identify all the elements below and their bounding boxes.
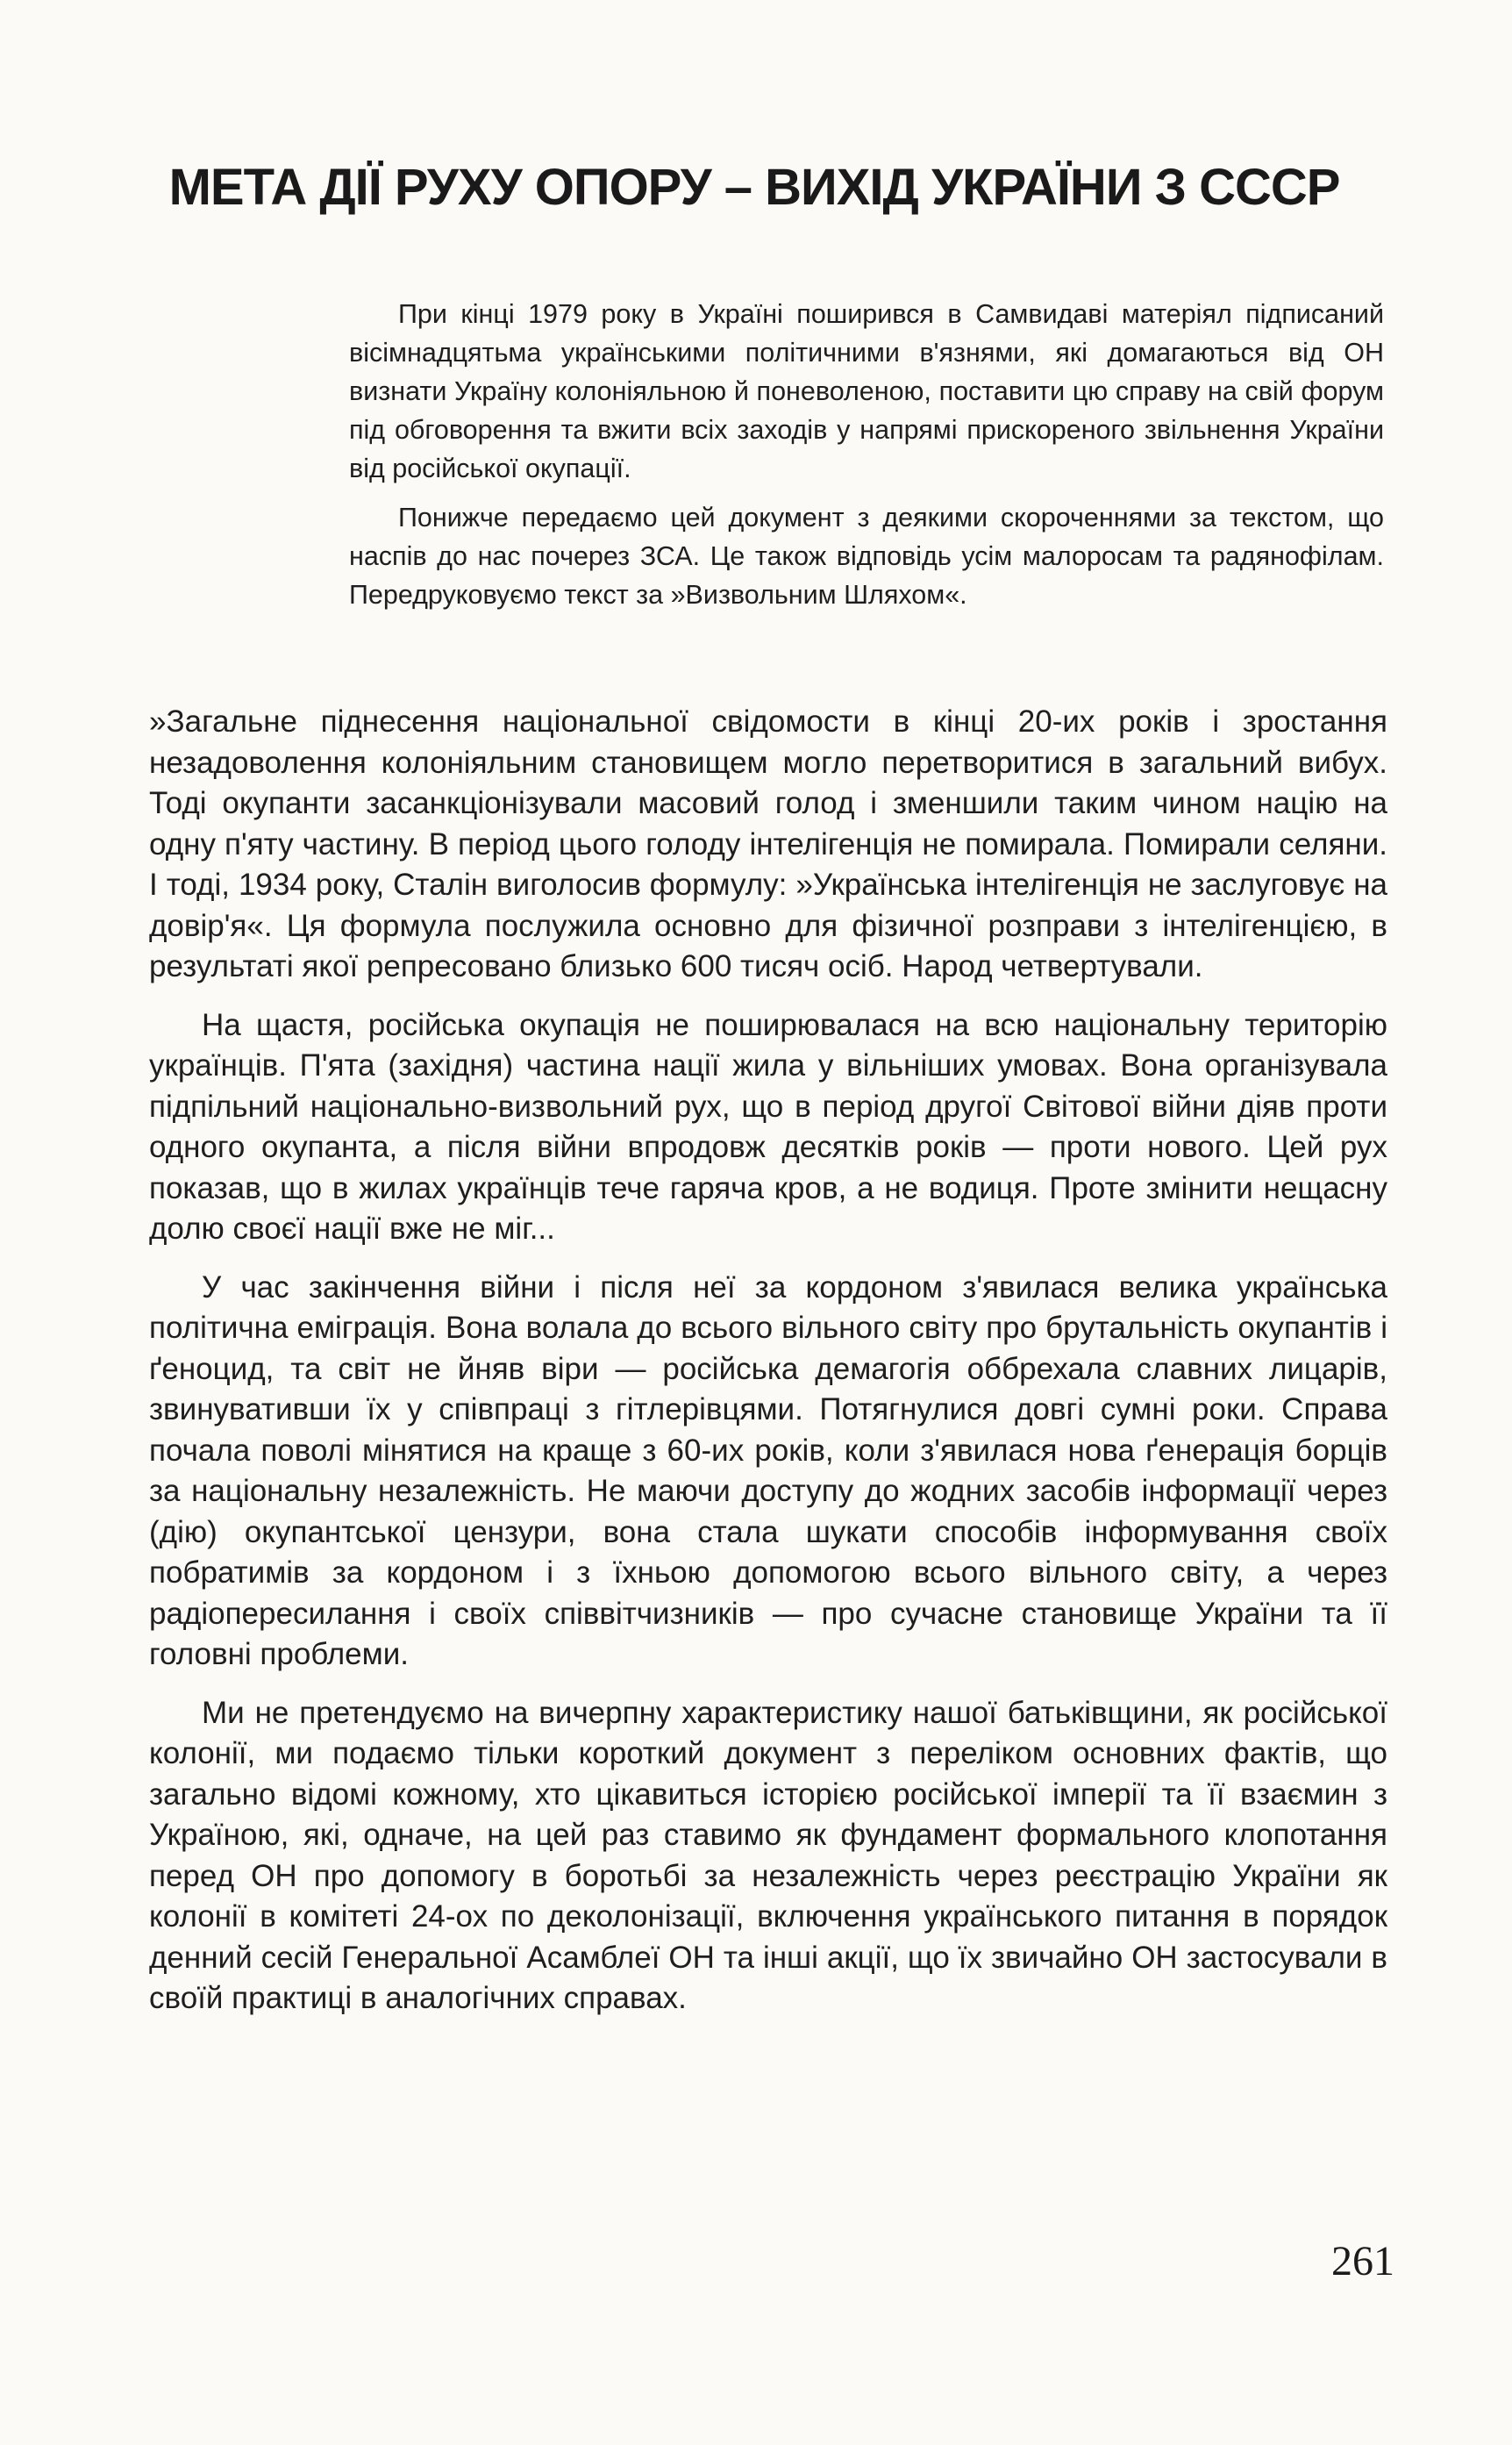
body-paragraph: У час закінчення війни і після неї за кордоном з'явилася велика українська політична еміграція. Вона волала до всього вільного світу про брутальність окупантів і ґеноцид, та світ не йняв віри — російська демагогія оббрехала славних лицарів, звинувативши їх у співпраці з гітлерівцями. Потягнулися довгі сумні роки. Справа почала поволі мінятися на краще з 60-их років, коли з'явилася нова ґенерація борців за національну незалежність. Не маючи доступу до жодних засобів інформації через (дію) окупантської цензури, вона стала шукати способів інформування своїх побратимів за кордоном і з їхньою допомогою всього вільного світу, а через радіопересилання і своїх співвітчизників — про сучасне становище України та її головні проблеми. [149,1269,1387,1671]
body-paragraph: Ми не претендуємо на вичерпну характеристику нашої батьківщини, як російської колонії, ми подаємо тільки короткий документ з переліком основних фактів, що загально відомі кожному, хто цікавиться історією російської імперії та її взаємин з Україною, які, одначе, на цей раз ставимо як фундамент формального клопотання перед ОН про допомогу в боротьбі за незалежність через реєстрацію України як колонії в комітеті 24-ох по деколонізації, включення українського питання в порядок денний сесій Генеральної Асамблеї ОН та інші акції, що їх звичайно ОН застосували в своїй практиці в аналогічних справах. [149,1695,1387,2015]
intro-paragraph: При кінці 1979 року в Україні поширився в Самвидаві матеріял підписаний вісімнадцятьма українськими політичними в'язнями, які домагаються від ОН визнати Україну колоніяльною й поневоленою, поставити цю справу на свій форум під обговорення та вжити всіх заходів у напрямі прискореного звільнення України від російської окупації. [349,299,1384,483]
intro-block [349,295,1384,625]
body-paragraph: На щастя, російська окупація не поширювалася на всю національну територію українців. П'ята (західня) частина нації жила у вільніших умовах. Вона організувала підпільний національно-визвольний рух, що в період другої Світової війни діяв проти одного окупанта, а після війни впродовж десятків років — проти нового. Цей рух показав, що в жилах українців тече гаряча кров, а не водиця. Проте змінити нещасну долю своєї нації вже не міг... [149,1007,1387,1246]
page-number: 261 [1331,2238,1394,2284]
body-paragraph: »Загальне піднесення національної свідомости в кінці 20-их років і зростання незадоволення колоніяльним становищем могло перетворитися в загальний вибух. Тоді окупанти засанкціонізували масовий голод і зменшили таким чином націю на одну п'яту частину. В період цього голоду інтелігенція не помирала. Помирали селяни. І тоді, 1934 року, Сталін виголосив формулу: »Українська інтелігенція не заслуговує на довір'я«. Ця формула послужила основно для фізичної розправи з інтелігенцією, в результаті якої репресовано близько 600 тисяч осіб. Народ четвертували. [149,704,1387,983]
main-text [149,702,1387,2037]
intro-paragraph: Понижче передаємо цей документ з деякими скороченнями за текстом, що наспів до нас почерез ЗСА. Це також відповідь усім малоросам та радянофілам. Передруковуємо текст за »Визвольним Шляхом«. [349,503,1384,610]
article-title: МЕТА ДІЇ РУХУ ОПОРУ – ВИХІД УКРАЇНИ З СССР [168,159,1340,216]
